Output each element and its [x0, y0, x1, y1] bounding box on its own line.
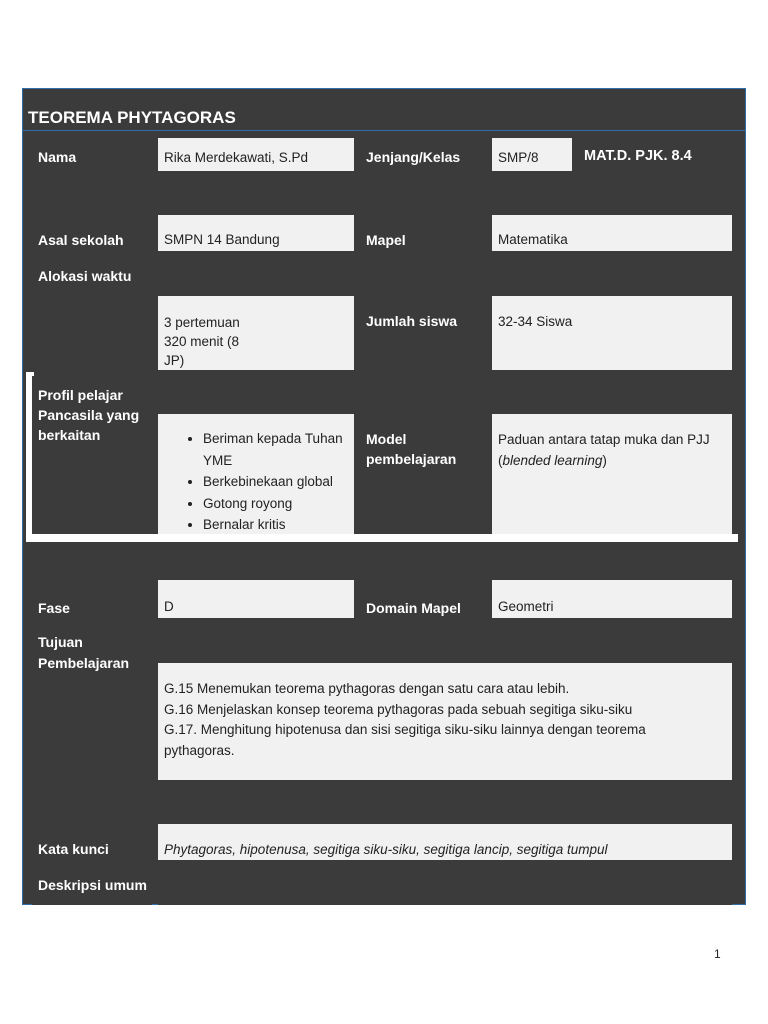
label-domain-mapel-text: Domain Mapel [366, 600, 461, 616]
profil-label-line-3: berkaitan [38, 427, 101, 443]
value-mapel [492, 215, 732, 251]
value-mapel-text: Matematika [498, 232, 568, 247]
label-tujuan-pembelajaran [32, 622, 152, 780]
document-title: TEOREMA PHYTAGORAS [28, 108, 236, 127]
profil-item [203, 428, 343, 471]
value-tujuan-pembelajaran [158, 663, 732, 780]
label-nama-text: Nama [38, 149, 77, 165]
label-asal-sekolah-text: Asal sekolah [38, 232, 124, 248]
label-alokasi-waktu-text: Alokasi waktu [38, 268, 132, 284]
model-label-line-1: Model [366, 431, 407, 447]
model-value-line-2 [498, 450, 710, 471]
label-kata-kunci-text: Kata kunci [38, 841, 109, 857]
model-label-line-2: pembelajaran [366, 451, 457, 467]
label-jenjang-text: Jenjang/Kelas [366, 149, 461, 165]
blank-header-fase [158, 543, 354, 580]
profil-item-text: YME [203, 452, 233, 468]
objective-g16: G.16 Menjelaskan konsep teorema pythagoras pada sebuah segitiga siku-siku [164, 701, 633, 717]
page-number: 1 [714, 947, 721, 961]
value-fase [158, 580, 354, 618]
blank-header-tujuan [158, 624, 732, 663]
profil-item-text: Berkebinekaan global [203, 474, 333, 489]
value-domain-mapel-text: Geometri [498, 599, 554, 614]
blank-header-mapel [492, 177, 732, 215]
value-model-pembelajaran [492, 414, 732, 534]
value-nama [158, 138, 354, 171]
course-code-text: MAT.D. PJK. 8.4 [584, 148, 692, 164]
label-fase-text: Fase [38, 600, 70, 616]
objective-g17-cont: pythagoras. [164, 742, 235, 758]
profil-list [158, 428, 343, 536]
profil-label-line-1: Profil pelajar [38, 387, 123, 403]
profil-item-text: Gotong royong [203, 495, 293, 511]
blank-header-domain [492, 543, 732, 580]
blank-header-deskripsi [158, 867, 732, 905]
title-divider [22, 130, 746, 131]
alokasi-line-3: JP) [164, 353, 185, 368]
profil-item-text: Beriman kepada Tuhan [203, 431, 343, 446]
objective-g15: G.15 Menemukan teorema pythagoras dengan satu cara atau lebih. [164, 681, 570, 696]
label-profil-pelajar [32, 376, 152, 534]
profil-item-text: Bernalar kritis [203, 517, 286, 532]
profil-item [203, 493, 343, 515]
value-nama-text: Rika Merdekawati, S.Pd [164, 150, 309, 165]
value-asal-sekolah-text: SMPN 14 Bandung [164, 232, 280, 247]
blank-header-kata-kunci [158, 786, 732, 824]
label-nama [32, 138, 152, 171]
label-alokasi-waktu [32, 256, 152, 370]
value-jenjang [492, 138, 572, 171]
course-code [578, 138, 732, 171]
white-gap-bottom [26, 534, 738, 542]
blank-header-model [492, 376, 732, 414]
blank-header-alokasi [158, 258, 486, 296]
tujuan-label-line-2: Pembelajaran [38, 655, 130, 671]
value-jumlah-siswa [492, 296, 732, 370]
model-value-line-1: Paduan antara tatap muka dan PJJ [498, 432, 710, 447]
objective-g17: G.17. Menghitung hipotenusa dan sisi segitiga siku-siku lainnya dengan teorema [164, 722, 646, 737]
profil-item [203, 471, 343, 493]
label-deskripsi-umum [32, 865, 152, 905]
profil-label-line-2: Pancasila yang [38, 407, 140, 423]
alokasi-line-2: 320 menit (8 [164, 334, 240, 349]
label-deskripsi-umum-text: Deskripsi umum [38, 877, 147, 893]
alokasi-line-1: 3 pertemuan [164, 315, 240, 330]
blank-header-jumlah [492, 258, 732, 296]
blank-header-asal [158, 177, 354, 215]
tujuan-label-line-1: Tujuan [38, 634, 83, 650]
value-jumlah-siswa-text: 32-34 Siswa [498, 314, 573, 329]
value-domain-mapel [492, 580, 732, 618]
label-mapel-text: Mapel [366, 232, 406, 248]
label-domain-mapel [360, 542, 486, 618]
label-asal-sekolah [32, 175, 152, 251]
label-mapel [360, 175, 486, 251]
label-kata-kunci [32, 784, 152, 860]
value-jenjang-text: SMP/8 [498, 150, 539, 165]
model-italic-text: blended learning [502, 453, 603, 468]
label-jumlah-siswa [360, 296, 486, 370]
value-asal-sekolah [158, 215, 354, 251]
value-fase-text: D [164, 599, 174, 614]
label-jenjang [360, 138, 486, 171]
label-model-pembelajaran [360, 414, 486, 534]
model-open-paren: ( [498, 453, 503, 468]
label-jumlah-siswa-text: Jumlah siswa [366, 313, 458, 329]
value-kata-kunci-text: Phytagoras, hipotenusa, segitiga siku-siku, segitiga lancip, segitiga tumpul [164, 842, 608, 857]
label-fase [32, 542, 152, 618]
value-profil-pelajar [158, 414, 354, 534]
value-kata-kunci [158, 824, 732, 860]
value-alokasi-waktu [158, 296, 354, 370]
blank-header-profil [158, 376, 486, 414]
profil-item [203, 514, 343, 536]
model-close-paren: ) [602, 453, 607, 468]
